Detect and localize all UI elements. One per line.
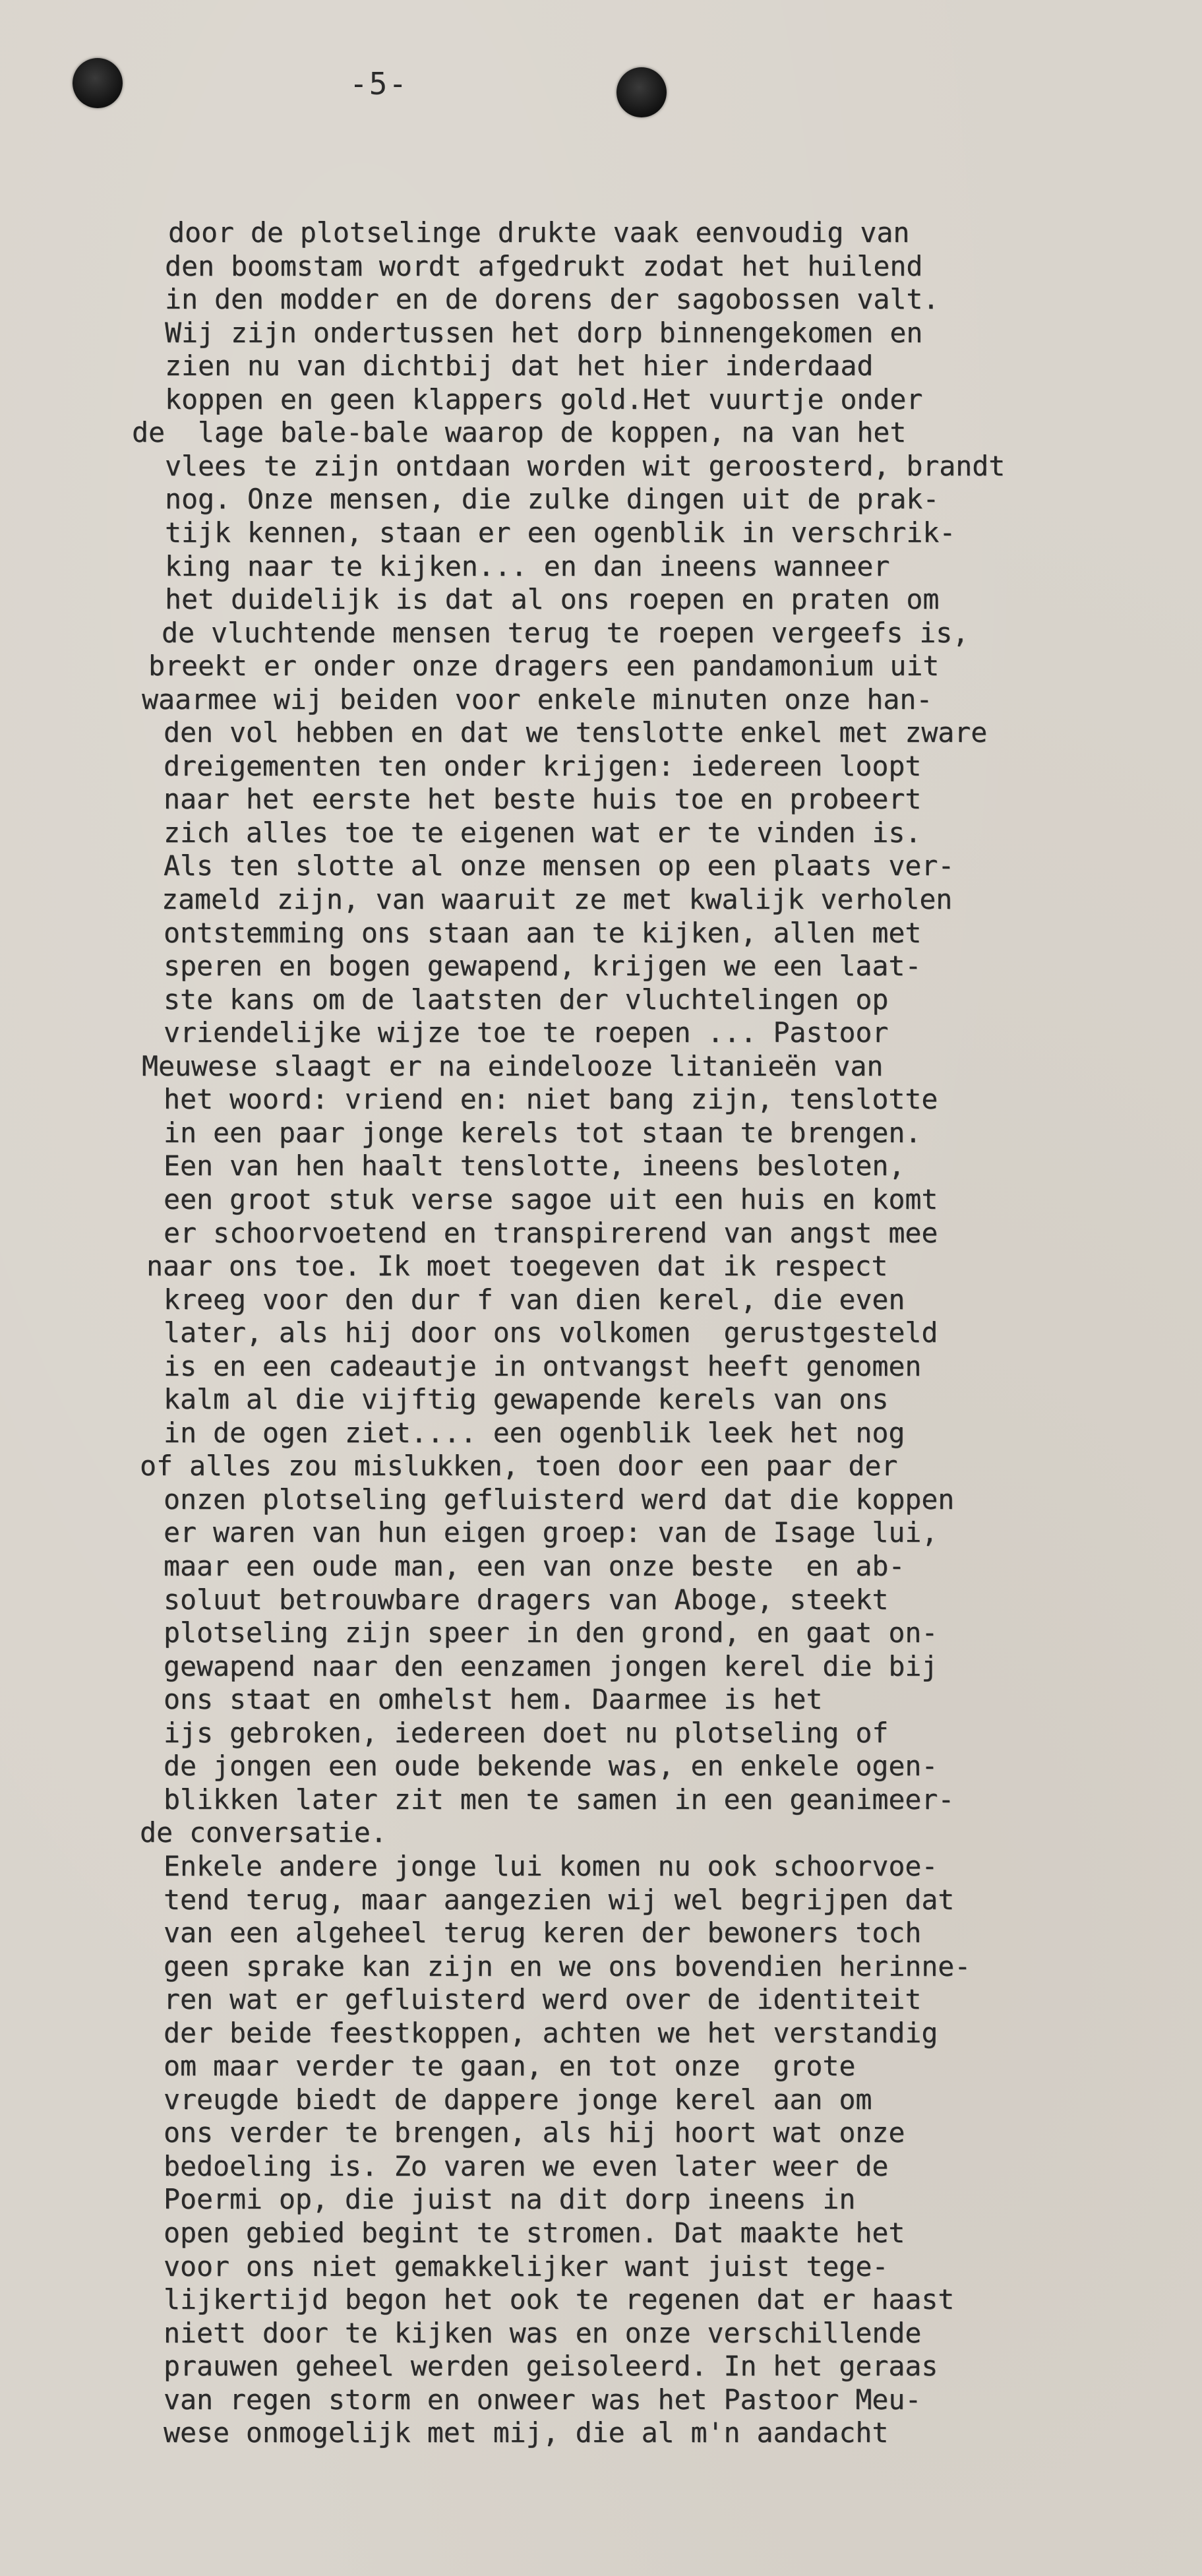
text-line: speren en bogen gewapend, krijgen we een laat- [164, 950, 922, 982]
text-line: waarmee wij beiden voor enkele minuten onze han- [142, 683, 933, 716]
text-line: is en een cadeautje in ontvangst heeft genomen [164, 1350, 922, 1382]
text-line: Als ten slotte al onze mensen op een plaats ver- [164, 849, 955, 882]
text-line: later, als hij door ons volkomen gerustgesteld [164, 1316, 938, 1349]
text-line: vlees te zijn ontdaan worden wit geroosterd, brandt [165, 450, 1006, 482]
text-line: Wij zijn ondertussen het dorp binnengekomen en [165, 317, 923, 349]
text-line: in den modder en de dorens der sagobossen valt. [165, 283, 940, 315]
text-line: Enkele andere jonge lui komen nu ook schoorvoe- [164, 1850, 938, 1882]
punch-hole-right [616, 67, 667, 117]
text-line: door de plotselinge drukte vaak eenvoudig van [168, 216, 910, 249]
text-line: ijs gebroken, iedereen doet nu plotseling of [164, 1717, 889, 1749]
text-line: vriendelijke wijze toe te roepen ... Pastoor [164, 1016, 889, 1049]
text-line: king naar te kijken... en dan ineens wanneer [165, 550, 890, 582]
text-line: koppen en geen klappers gold.Het vuurtje onder [165, 383, 923, 415]
text-line: in een paar jonge kerels tot staan te brengen. [164, 1117, 922, 1149]
text-line: om maar verder te gaan, en tot onze grote [164, 2050, 856, 2082]
text-line: nog. Onze mensen, die zulke dingen uit de prak- [165, 483, 940, 515]
text-line: in de ogen ziet.... een ogenblik leek het nog [164, 1417, 905, 1449]
text-line: dreigementen ten onder krijgen: iedereen loopt [164, 750, 922, 782]
text-line: naar het eerste het beste huis toe en probeert [164, 783, 922, 815]
text-line: lijkertijd begon het ook te regenen dat er haast [164, 2283, 955, 2315]
text-line: van een algeheel terug keren der bewoners toch [164, 1917, 922, 1949]
text-line: ren wat er gefluisterd werd over de identiteit [164, 1983, 922, 2015]
text-line: tend terug, maar aangezien wij wel begrijpen dat [164, 1884, 955, 1916]
text-line: kreeg voor den dur f van dien kerel, die even [164, 1283, 905, 1316]
text-line: wese onmogelijk met mij, die al m'n aandacht [164, 2416, 889, 2449]
text-line: den vol hebben en dat we tenslotte enkel met zware [164, 716, 988, 749]
text-line: ons staat en omhelst hem. Daarmee is het [164, 1683, 823, 1715]
text-line: prauwen geheel werden geisoleerd. In het geraas [164, 2350, 938, 2382]
text-line: Poermi op, die juist na dit dorp ineens in [164, 2183, 856, 2215]
text-line: de vluchtende mensen terug te roepen vergeefs is, [162, 617, 969, 649]
text-line: de jongen een oude bekende was, en enkele ogen- [164, 1750, 938, 1782]
text-line: der beide feestkoppen, achten we het verstandig [164, 2017, 938, 2049]
text-line: open gebied begint te stromen. Dat maakte het [164, 2217, 905, 2249]
text-line: er schoorvoetend en transpirerend van angst mee [164, 1217, 938, 1249]
text-line: blikken later zit men te samen in een geanimeer- [164, 1783, 955, 1816]
text-line: bedoeling is. Zo varen we even later weer de [164, 2150, 889, 2182]
text-line: plotseling zijn speer in den grond, en gaat on- [164, 1616, 938, 1649]
text-line: kalm al die vijftig gewapende kerels van ons [164, 1383, 889, 1415]
text-line: gewapend naar den eenzamen jongen kerel die bij [164, 1650, 938, 1682]
text-line: den boomstam wordt afgedrukt zodat het huilend [165, 250, 923, 282]
text-line: onzen plotseling gefluisterd werd dat die koppen [164, 1483, 955, 1516]
text-line: niett door te kijken was en onze verschillende [164, 2317, 922, 2349]
text-line: of alles zou mislukken, toen door een paar der [140, 1450, 898, 1482]
text-line: zien nu van dichtbij dat het hier inderdaad [165, 350, 874, 382]
text-line: een groot stuk verse sagoe uit een huis en komt [164, 1183, 938, 1215]
text-line: maar een oude man, een van onze beste en ab- [164, 1550, 905, 1582]
text-line: Een van hen haalt tenslotte, ineens besloten, [164, 1150, 905, 1182]
text-line: het duidelijk is dat al ons roepen en praten om [165, 583, 940, 615]
text-line: van regen storm en onweer was het Pastoor Meu- [164, 2383, 922, 2416]
text-line: zich alles toe te eigenen wat er te vinden is. [164, 816, 922, 849]
text-line: tijk kennen, staan er een ogenblik in verschrik- [165, 516, 956, 549]
text-line: ons verder te brengen, als hij hoort wat onze [164, 2116, 905, 2149]
page-number: -5- [349, 66, 409, 102]
text-line: er waren van hun eigen groep: van de Isage lui, [164, 1516, 938, 1549]
text-line: geen sprake kan zijn en we ons bovendien herinne- [164, 1950, 971, 1982]
text-line: de lage bale-bale waarop de koppen, na van het [132, 416, 907, 448]
text-line: het woord: vriend en: niet bang zijn, tenslotte [164, 1083, 938, 1115]
text-line: ste kans om de laatsten der vluchtelingen op [164, 983, 889, 1016]
text-line: zameld zijn, van waaruit ze met kwalijk verholen [162, 883, 953, 915]
text-line: soluut betrouwbare dragers van Aboge, steekt [164, 1583, 889, 1616]
text-line: naar ons toe. Ik moet toegeven dat ik respect [146, 1250, 888, 1282]
text-line: vreugde biedt de dappere jonge kerel aan om [164, 2083, 872, 2116]
text-line: breekt er onder onze dragers een pandamonium uit [148, 650, 940, 682]
text-line: ontstemming ons staan aan te kijken, allen met [164, 917, 922, 949]
text-line: de conversatie. [140, 1816, 387, 1849]
text-line: voor ons niet gemakkelijker want juist tege- [164, 2250, 889, 2283]
punch-hole-left [73, 58, 123, 108]
text-line: Meuwese slaagt er na eindelooze litanieën van [142, 1050, 884, 1082]
